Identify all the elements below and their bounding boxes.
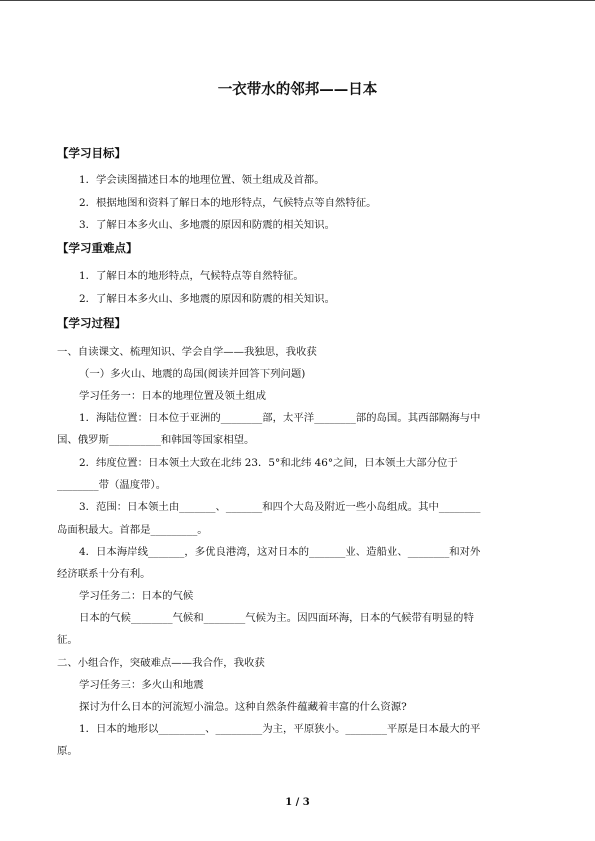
process-line: 学习任务三：多火山和地震 (79, 679, 204, 691)
goal-item: 1．学会读图描述日本的地理位置、领土组成及首都。 (79, 174, 325, 186)
goal-item: 2．根据地图和资料了解日本的地形特点，气候特点等自然特征。 (79, 197, 377, 209)
process-line: 经济联系十分有利。 (57, 568, 151, 580)
process-line: 学习任务二：日本的气候 (79, 590, 194, 602)
process-line: 3．范围：日本领土由_______、_______和四个大岛及附近一些小岛组成。其中________ (79, 501, 481, 513)
process-line: 4．日本海岸线_______，多优良港湾，这对日本的_______业、造船业、________和对外 (79, 546, 481, 558)
key-points-heading: 【学习重难点】 (57, 241, 138, 255)
process-line: 征。 (57, 634, 78, 646)
process-line: 一、自读课文、梳理知识、学会自学——我独思，我收获 (57, 346, 317, 358)
goal-item: 3．了解日本多火山、多地震的原因和防震的相关知识。 (79, 219, 335, 231)
process-line: （一）多火山、地震的岛国(阅读并回答下列问题) (79, 368, 306, 380)
page-number: 1 / 3 (285, 797, 310, 808)
goals-heading: 【学习目标】 (57, 146, 126, 160)
process-line: 1．日本的地形以_________、_________为主，平原狭小。________平原是日本最大的平 (79, 723, 481, 735)
process-heading: 【学习过程】 (57, 316, 126, 330)
process-line: 日本的气候________气候和________气候为主。因四面环海，日本的气候带有明显的特 (79, 612, 474, 624)
page-title: 一衣带水的邻邦——日本 (217, 82, 378, 98)
key-point-item: 2．了解日本多火山、多地震的原因和防震的相关知识。 (79, 293, 335, 305)
process-line: 国、俄罗斯__________和韩国等国家相望。 (57, 434, 255, 446)
header-rule (0, 0, 595, 1)
process-line: 2．纬度位置：日本领土大致在北纬 23．5°和北纬 46°之间，日本领土大部分位于 (79, 457, 458, 469)
process-line: 二、小组合作，突破难点——我合作，我收获 (57, 657, 265, 669)
process-line: ________带（温度带）。 (57, 479, 167, 491)
process-line: 原。 (57, 745, 78, 757)
process-line: 1．海陆位置：日本位于亚洲的________部，太平洋________部的岛国。其西部隔海与中 (79, 412, 481, 424)
key-point-item: 1．了解日本的地形特点，气候特点等自然特征。 (79, 270, 304, 282)
process-line: 岛面积最大。首都是_________。 (57, 524, 208, 536)
process-line: 探讨为什么日本的河流短小湍急。这种自然条件蕴藏着丰富的什么资源? (79, 701, 407, 713)
process-line: 学习任务一：日本的地理位置及领土组成 (79, 390, 267, 402)
